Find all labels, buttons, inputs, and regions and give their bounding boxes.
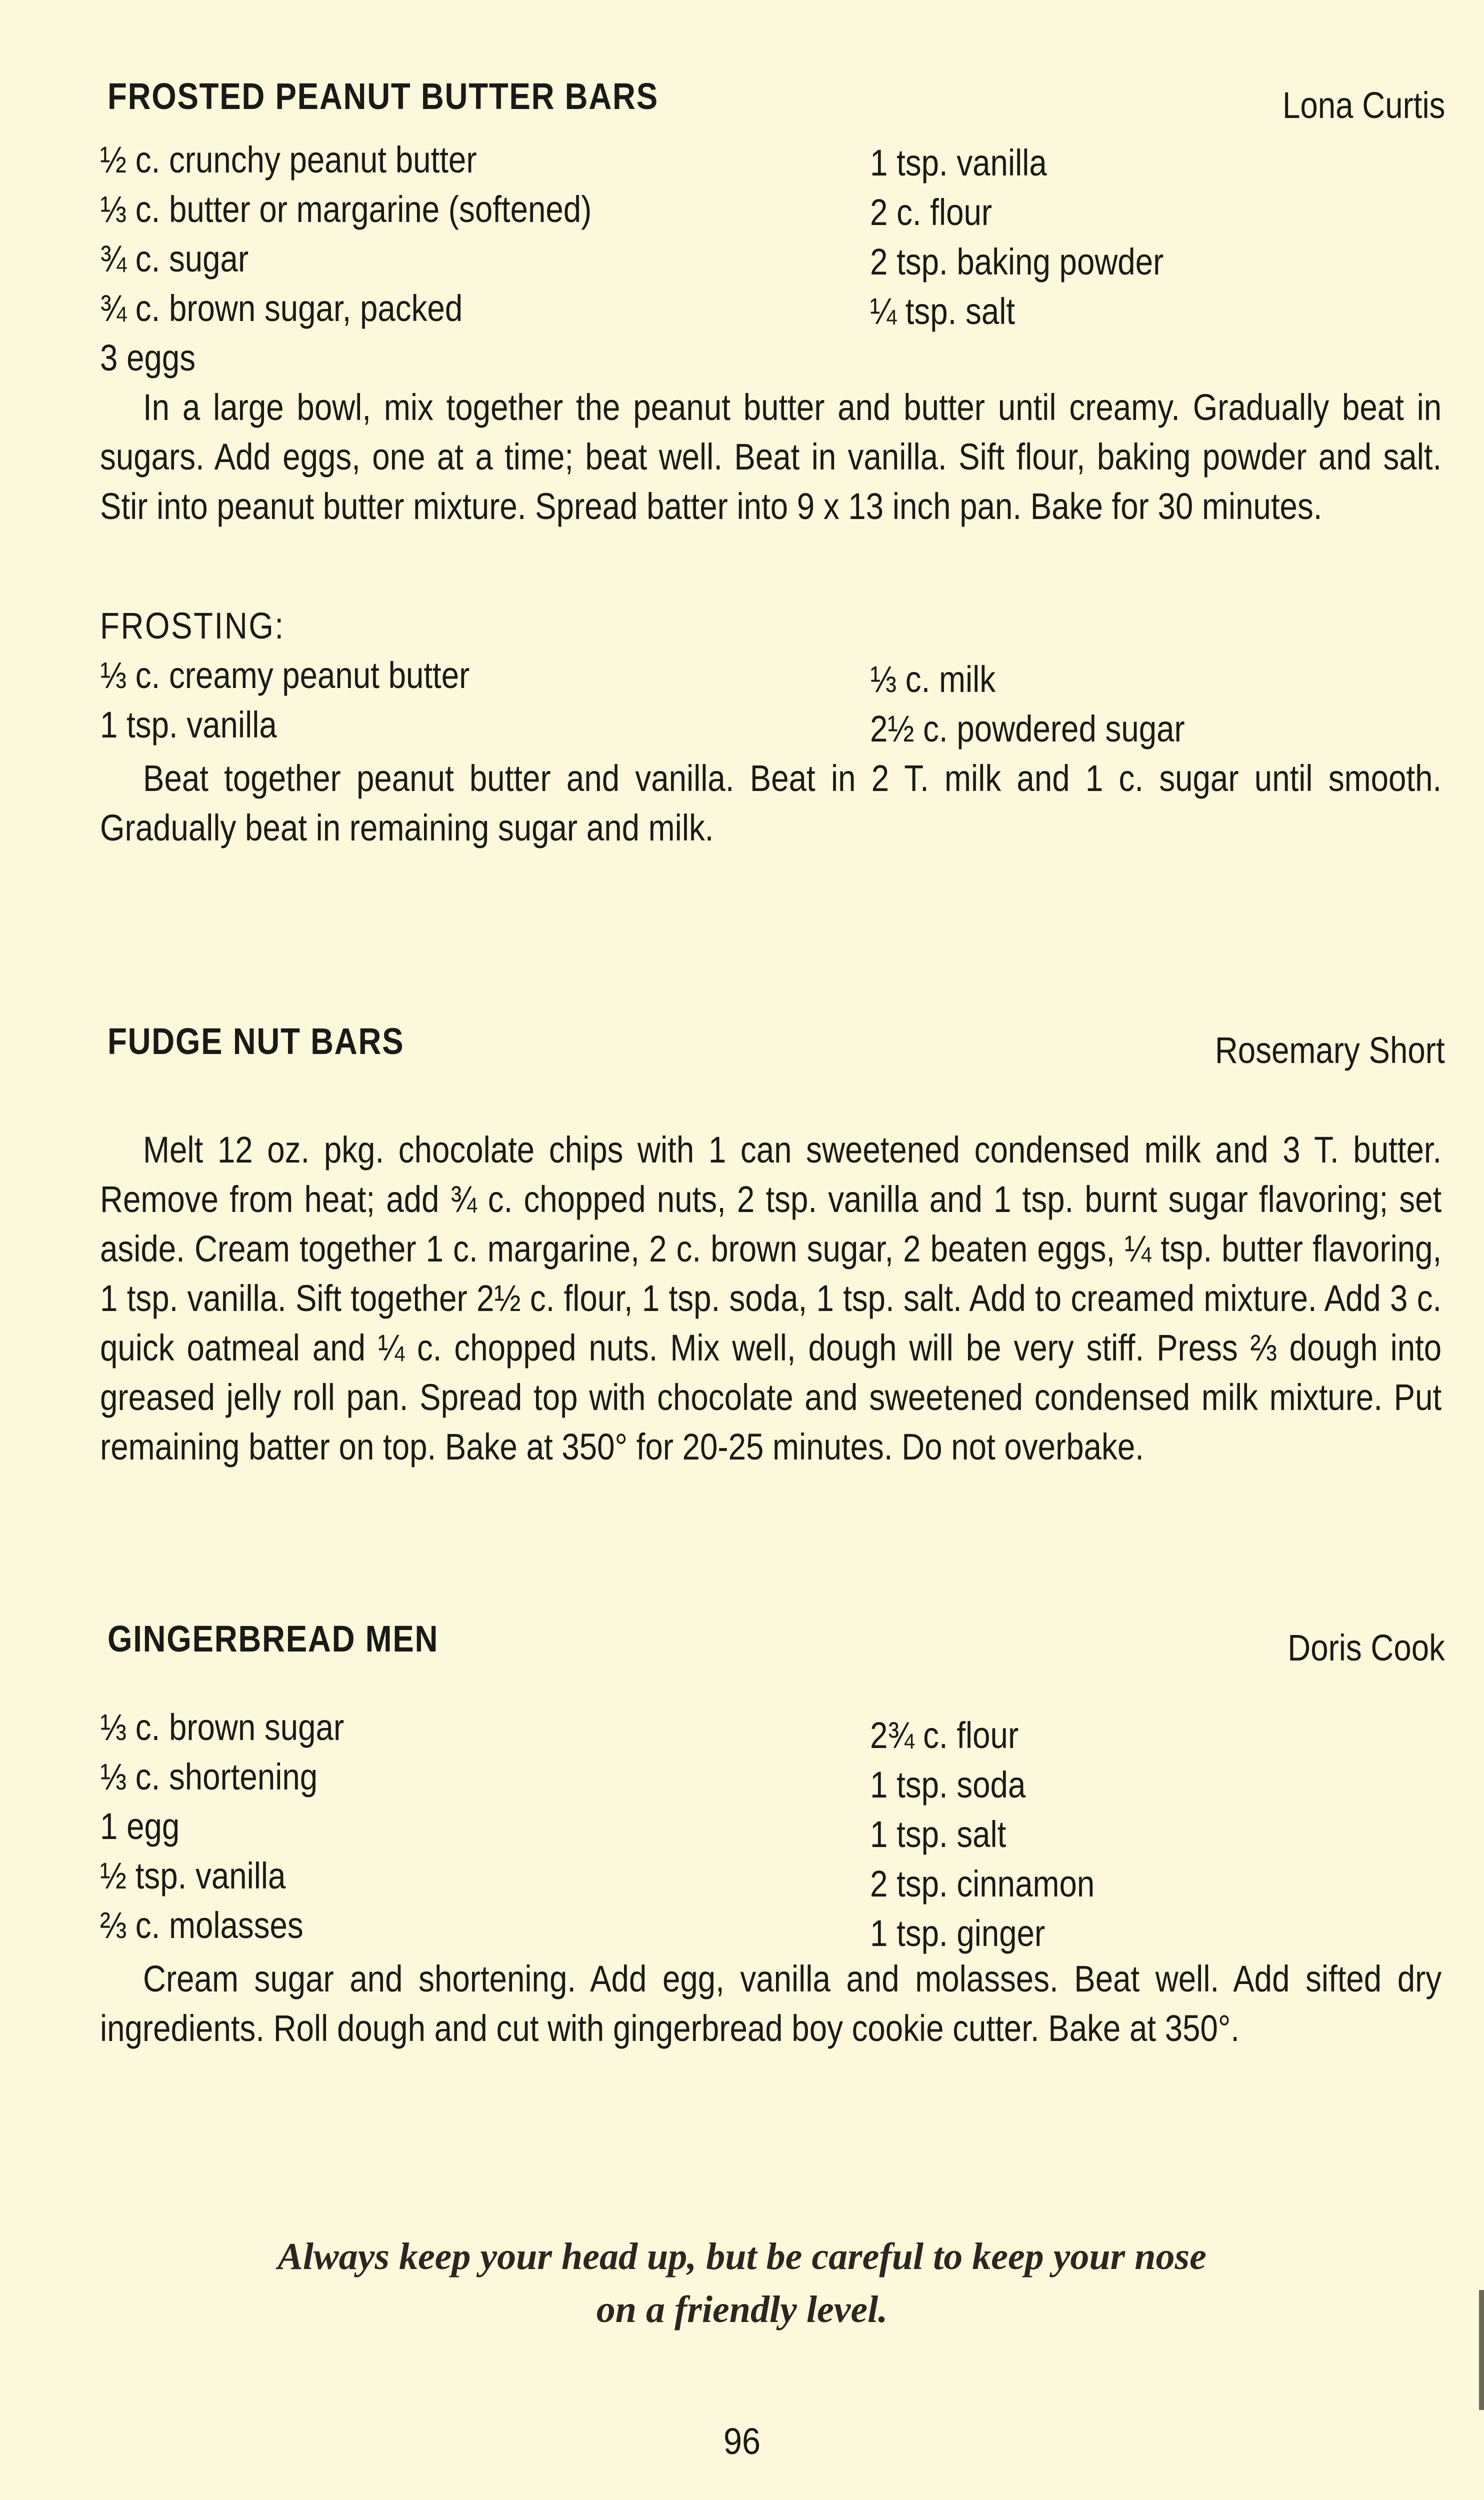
ingredient-item: 1 egg [100, 1806, 180, 1847]
ingredient-item: ½ c. crunchy peanut butter [100, 139, 477, 180]
page-edge-shadow [1479, 2290, 1484, 2410]
frosting-label: FROSTING: [100, 605, 285, 646]
ingredient-item: 2 tsp. baking powder [870, 241, 1164, 282]
ingredient-item: ⅓ c. shortening [100, 1756, 318, 1798]
ingredient-column-right [870, 1710, 1131, 1958]
ingredient-item: 1 tsp. ginger [870, 1912, 1046, 1954]
ingredient-list [100, 135, 1445, 382]
ingredient-item: 1 tsp. vanilla [870, 142, 1047, 184]
recipe-fudge-nut-bars [100, 1020, 1445, 1472]
recipe-frosted-peanut-butter-bars [100, 75, 1445, 852]
ingredient-item: 1 tsp. salt [870, 1814, 1006, 1855]
ingredient-column-left [100, 135, 870, 382]
recipe-gingerbread-men [100, 1618, 1445, 2053]
ingredient-item: 2¾ c. flour [870, 1714, 1019, 1756]
page-number: 96 [723, 2420, 761, 2462]
ingredient-item: 1 tsp. soda [870, 1764, 1026, 1806]
frosting-directions: Beat together peanut butter and vanilla. Beat in 2 T. milk and 1 c. sugar until smooth. Gradually beat in remaining sugar and milk. [100, 758, 1442, 848]
recipe-directions: In a large bowl, mix together the peanut butter and butter until creamy. Gradually beat in sugars. Add eggs, one at a time; beat well. Beat in vanilla. Sift flour, baking powder and salt. Stir into peanut butter mixture. Spread batter into 9 x 13 inch pan. Bake for 30 minutes. [100, 386, 1442, 527]
recipe-title: FROSTED PEANUT BUTTER BARS [108, 76, 658, 117]
recipe-title: GINGERBREAD MEN [108, 1618, 439, 1660]
ingredient-item: 2½ c. powdered sugar [870, 708, 1185, 750]
ingredient-item: ⅔ c. molasses [100, 1904, 304, 1946]
ingredient-item: ⅓ c. milk [870, 658, 996, 700]
recipe-title: FUDGE NUT BARS [108, 1020, 404, 1062]
recipe-author: Rosemary Short [1215, 1030, 1445, 1071]
recipe-directions: Melt 12 oz. pkg. chocolate chips with 1 can sweetened condensed milk and 3 T. butter. Remove from heat; add ¾ c. chopped nuts, 2 tsp. vanilla and 1 tsp. burnt sugar flavoring; set aside. Cream together 1 c. margarine, 2 c. brown sugar, 2 beaten eggs, ¼ tsp. butter flavoring, 1 tsp. vanilla. Sift together 2½ c. flour, 1 tsp. soda, 1 tsp. salt. Add to creamed mixture. Add 3 c. quick oatmeal and ¼ c. chopped nuts. Mix well, dough will be very stiff. Press ⅔ dough into greased jelly roll pan. Spread top with chocolate and sweetened condensed milk mixture. Put remaining batter on top. Bake at 350° for 20-25 minutes. Do not overbake. [100, 1129, 1442, 1468]
ingredient-item: ½ tsp. vanilla [100, 1855, 286, 1896]
quote-line: Always keep your head up, but be careful to keep your nose [278, 2236, 1206, 2278]
ingredient-column-left [100, 650, 870, 754]
ingredient-item: 1 tsp. vanilla [100, 704, 277, 746]
ingredient-column-right [870, 138, 1212, 382]
recipe-header [100, 1020, 1445, 1085]
ingredient-item: 2 c. flour [870, 192, 992, 233]
page-quote [0, 2230, 1484, 2336]
recipe-header [100, 1618, 1445, 1682]
ingredient-column-left [100, 1702, 870, 1958]
recipe-author: Doris Cook [1288, 1627, 1445, 1668]
ingredient-list [100, 1702, 1445, 1958]
recipe-author: Lona Curtis [1282, 84, 1445, 126]
ingredient-item: ⅓ c. brown sugar [100, 1706, 344, 1748]
ingredient-item: ⅓ c. butter or margarine (softened) [100, 188, 592, 230]
ingredient-item: ¼ tsp. salt [870, 290, 1016, 332]
quote-line: on a friendly level. [596, 2288, 888, 2330]
recipe-directions: Cream sugar and shortening. Add egg, vanilla and molasses. Beat well. Add sifted dry ingredients. Roll dough and cut with gingerbread boy cookie cutter. Bake at 350°. [100, 1958, 1442, 2049]
frosting-ingredient-list [100, 650, 1445, 754]
ingredient-item: ⅓ c. creamy peanut butter [100, 654, 470, 696]
recipe-header [100, 75, 1445, 140]
ingredient-column-right [870, 654, 1236, 754]
ingredient-item: ¾ c. brown sugar, packed [100, 288, 463, 329]
ingredient-item: ¾ c. sugar [100, 238, 249, 280]
ingredient-item: 3 eggs [100, 337, 196, 378]
ingredient-item: 2 tsp. cinnamon [870, 1863, 1095, 1904]
